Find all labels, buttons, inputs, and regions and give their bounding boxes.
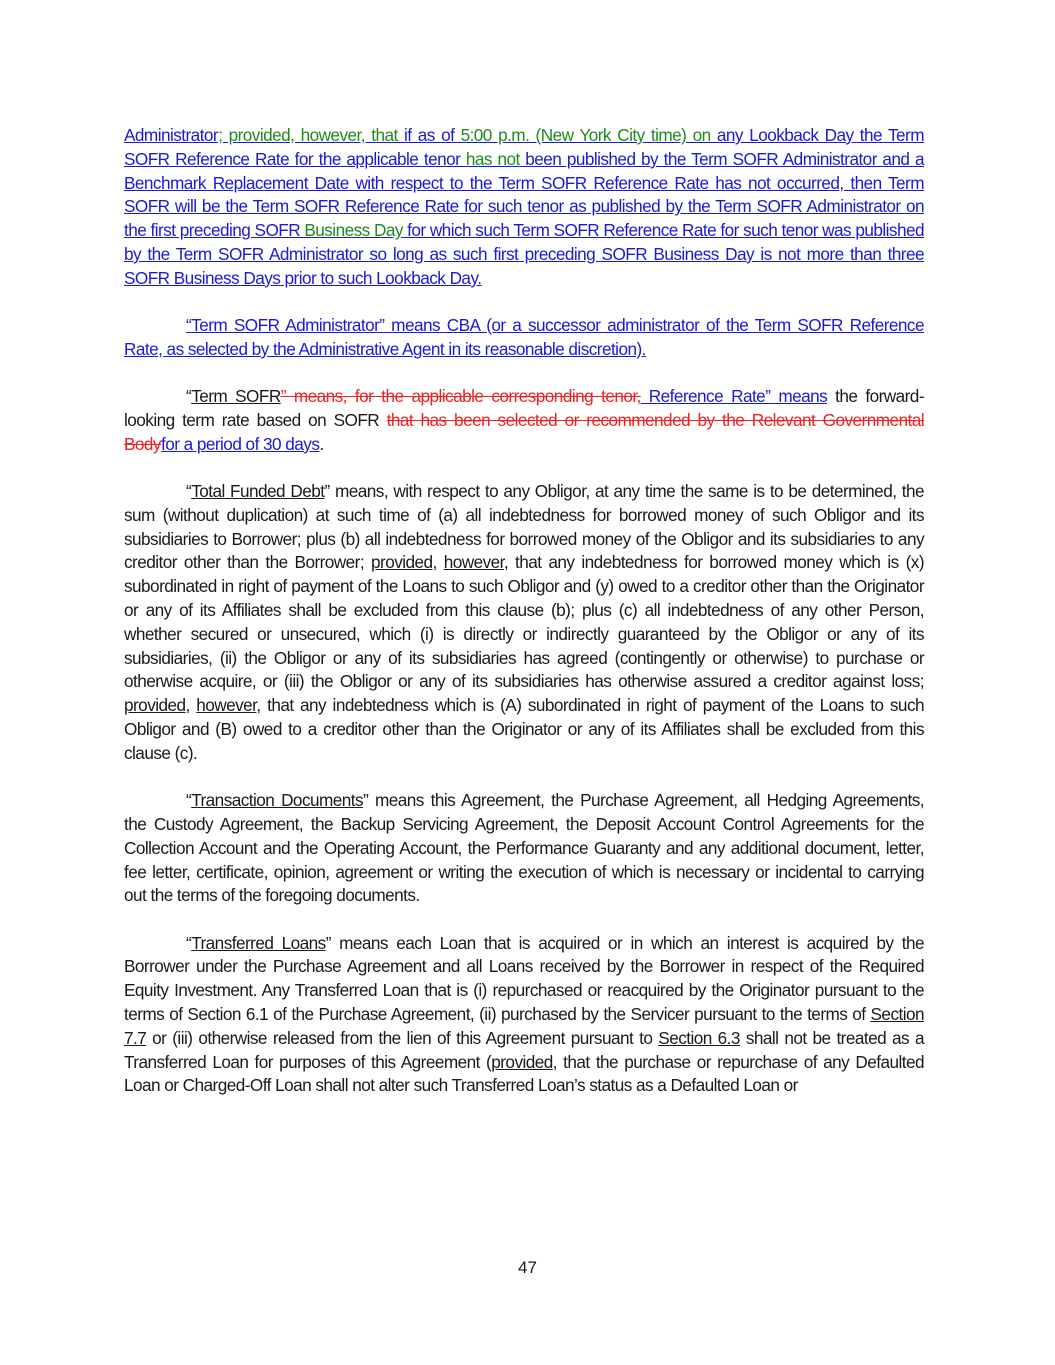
open-quote: “ <box>186 932 192 953</box>
definition-transferred-loans <box>124 932 924 1099</box>
body-text: , <box>185 695 197 716</box>
paragraph-term-sofr-continuation <box>124 124 924 291</box>
inserted-text: been published by the Term SOFR Administrator and a Benchmark Replacement Date with respect to the Term SOFR Reference Rate has not occurred, then Term SOFR will be the Term SOFR Reference Rate for such tenor as published by the Term SOFR Administrator on the first preceding SOFR <box>124 148 924 241</box>
body-text: , that the purchase or repurchase of any Defaulted Loan or Charged-Off Loan shall not alter such Transferred Loan’s status as a Defaulted Loan or <box>124 1051 925 1096</box>
defined-term: Transferred Loans <box>191 932 326 953</box>
moved-text: has not <box>465 148 520 169</box>
deleted-text: ” means, for the applicable corresponding tenor, <box>280 386 641 407</box>
defined-term: Total Funded Debt <box>191 481 325 502</box>
moved-text: Business Day <box>304 220 403 241</box>
page-number: 47 <box>518 1258 537 1277</box>
body-text: . <box>319 433 324 454</box>
document-page <box>124 124 924 1122</box>
body-text: , <box>432 552 444 573</box>
open-quote: “ <box>186 481 192 502</box>
inserted-text: any Lookback Day the Term SOFR Reference Rate for the applicable tenor <box>124 125 924 169</box>
deleted-text: that has been selected or recommended by the Relevant Governmental Body <box>124 409 924 454</box>
provided-term: provided <box>491 1051 553 1072</box>
however-term: however <box>443 552 504 573</box>
body-text: shall not be treated as a Transferred Loan for purposes of this Agreement ( <box>124 1027 924 1072</box>
inserted-text: for a period of 30 days <box>160 433 320 454</box>
body-text: ” means each Loan that is acquired or in which an interest is acquired by the Borrower under the Purchase Agreement and all Loans received by the Borrower in respect of the Required Equity Investment. Any Transferred Loan that is (i) repurchased or reacquired by the Originator pursuant to the terms of Section 6.1 of the Purchase Agreement, (ii) purchased by the Servicer pursuant to the terms of <box>124 932 924 1024</box>
section-reference: Section 7.7 <box>124 1004 924 1048</box>
definition-total-funded-debt <box>124 480 924 766</box>
however-term: however <box>196 695 257 716</box>
body-text: ” means this Agreement, the Purchase Agreement, all Hedging Agreements, the Custody Agreement, the Backup Servicing Agreement, the Deposit Account Control Agreements for the Collection Account and the Operating Account, the Performance Guaranty and any additional document, letter, fee letter, certificate, opinion, agreement or writing the execution of which is necessary or incidental to carrying out the terms of the foregoing documents. <box>124 790 924 906</box>
inserted-text: for which such Term SOFR Reference Rate for such tenor was published by the Term SOFR Administrator so long as such first preceding SOFR Business Day is not more than three SOFR Business Days prior to such Lookback Day. <box>124 220 924 288</box>
definition-term-sofr-administrator <box>124 314 924 362</box>
body-text: the forward-looking term rate based on SOFR <box>124 386 924 430</box>
open-quote: “ <box>186 386 192 407</box>
open-quote: “ <box>186 790 192 811</box>
inserted-text: “Term SOFR Administrator” means CBA (or a successor administrator of the Term SOFR Reference Rate, as selected by the Administrative Agent in its reasonable discretion). <box>124 315 924 359</box>
inserted-text: Reference Rate” means <box>640 386 828 407</box>
body-text: , that any indebtedness for borrowed money which is (x) subordinated in right of payment of the Loans to such Obligor and (y) owed to a creditor other than the Originator or any of its Affiliates shall be excluded from this clause (b); plus (c) all indebtedness of any other Person, whether secured or unsecured, which (i) is directly or indirectly guaranteed by the Obligor or any of its subsidiaries, (ii) the Obligor or any of its subsidiaries has agreed (contingently or otherwise) to purchase or otherwise acquire, or (iii) the Obligor or any of its subsidiaries has otherwise assured a creditor against loss; <box>124 552 924 692</box>
moved-text: ; provided, however, that <box>218 125 404 145</box>
definition-term-sofr-reference-rate <box>124 385 924 456</box>
defined-term: Term SOFR <box>191 386 281 407</box>
inserted-text: if as of <box>404 125 461 145</box>
definition-transaction-documents <box>124 789 924 908</box>
defined-term: Transaction Documents <box>191 790 364 811</box>
inserted-text: Administrator <box>124 125 219 145</box>
body-text: , that any indebtedness which is (A) subordinated in right of payment of the Loans to such Obligor and (B) owed to a creditor other than the Originator or any of its Affiliates shall be excluded from this clause (c). <box>124 695 924 763</box>
body-text: or (iii) otherwise released from the lien of this Agreement pursuant to <box>146 1027 659 1048</box>
moved-text: 5:00 p.m. (New York City time) on <box>460 125 717 145</box>
provided-term: provided <box>124 695 186 716</box>
section-reference: Section 6.3 <box>658 1027 740 1048</box>
body-text: ” means, with respect to any Obligor, at any time the same is to be determined, the sum (without duplication) at such time of (a) all indebtedness for borrowed money of such Obligor and its subsidiaries to Borrower; plus (b) all indebtedness for borrowed money of the Obligor and its subsidiaries to any creditor other than the Borrower; <box>124 481 924 573</box>
provided-term: provided <box>371 552 433 573</box>
